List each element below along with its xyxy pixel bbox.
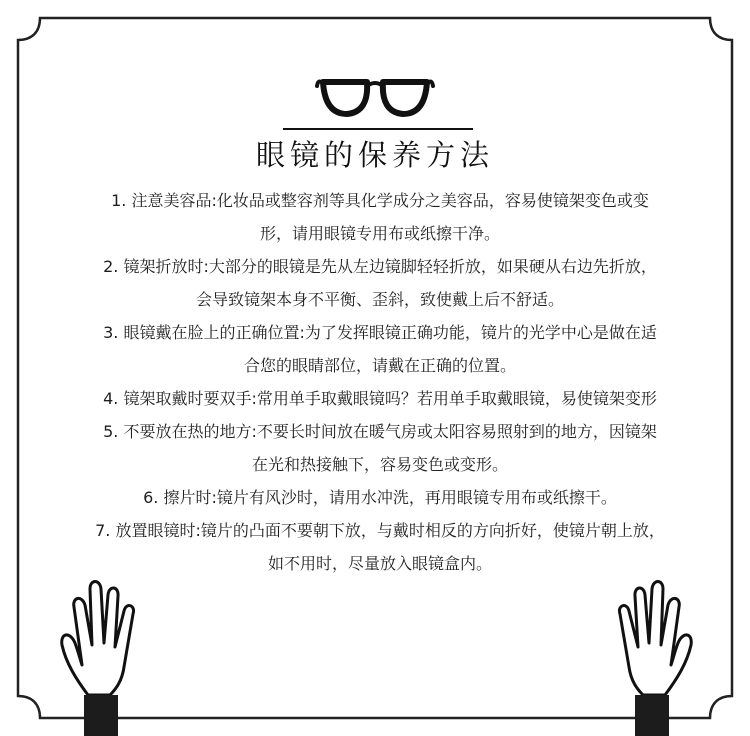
tip-line: 1. 注意美容品:化妆品或整容剂等具化学成分之美容品，容易使镜架变色或变	[111, 191, 649, 210]
tip-line: 形，请用眼镜专用布或纸擦干净。	[259, 224, 500, 243]
care-tips-list	[50, 184, 710, 580]
tip-line: 如不用时，尽量放入眼镜盒内。	[267, 554, 492, 573]
tip-line: 7. 放置眼镜时:镜片的凸面不要朝下放，与戴时相反的方向折好，使镜片朝上放，	[95, 521, 665, 540]
tip-line: 4. 镜架取戴时要双手:常用单手取戴眼镜吗？若用单手取戴眼镜，易使镜架变形	[103, 389, 657, 408]
tip-line: 合您的眼睛部位，请戴在正确的位置。	[243, 356, 516, 375]
page-title: 眼镜的保养方法	[255, 138, 494, 172]
raised-hand-left-icon	[48, 567, 158, 736]
tip-line: 2. 镜架折放时:大部分的眼镜是先从左边镜脚轻轻折放，如果硬从右边先折放，	[103, 257, 657, 276]
tip-line: 在光和热接触下，容易变色或变形。	[251, 455, 508, 474]
title-divider	[283, 128, 473, 130]
glasses-icon	[315, 72, 435, 124]
tip-line: 会导致镜架本身不平衡、歪斜，致使戴上后不舒适。	[195, 290, 564, 309]
tip-item-4	[50, 382, 710, 415]
tip-line: 5. 不要放在热的地方:不要长时间放在暖气房或太阳容易照射到的地方，因镜架	[103, 422, 657, 441]
tip-item-2	[50, 250, 710, 316]
tip-item-6	[50, 481, 710, 514]
tip-item-1	[50, 184, 710, 250]
tip-line: 3. 眼镜戴在脸上的正确位置:为了发挥眼镜正确功能，镜片的光学中心是做在适	[103, 323, 657, 342]
tip-item-3	[50, 316, 710, 382]
tip-line: 6. 擦片时:镜片有风沙时，请用水冲洗，再用眼镜专用布或纸擦干。	[143, 488, 617, 507]
raised-hand-right-icon	[595, 567, 705, 736]
tip-item-5	[50, 415, 710, 481]
